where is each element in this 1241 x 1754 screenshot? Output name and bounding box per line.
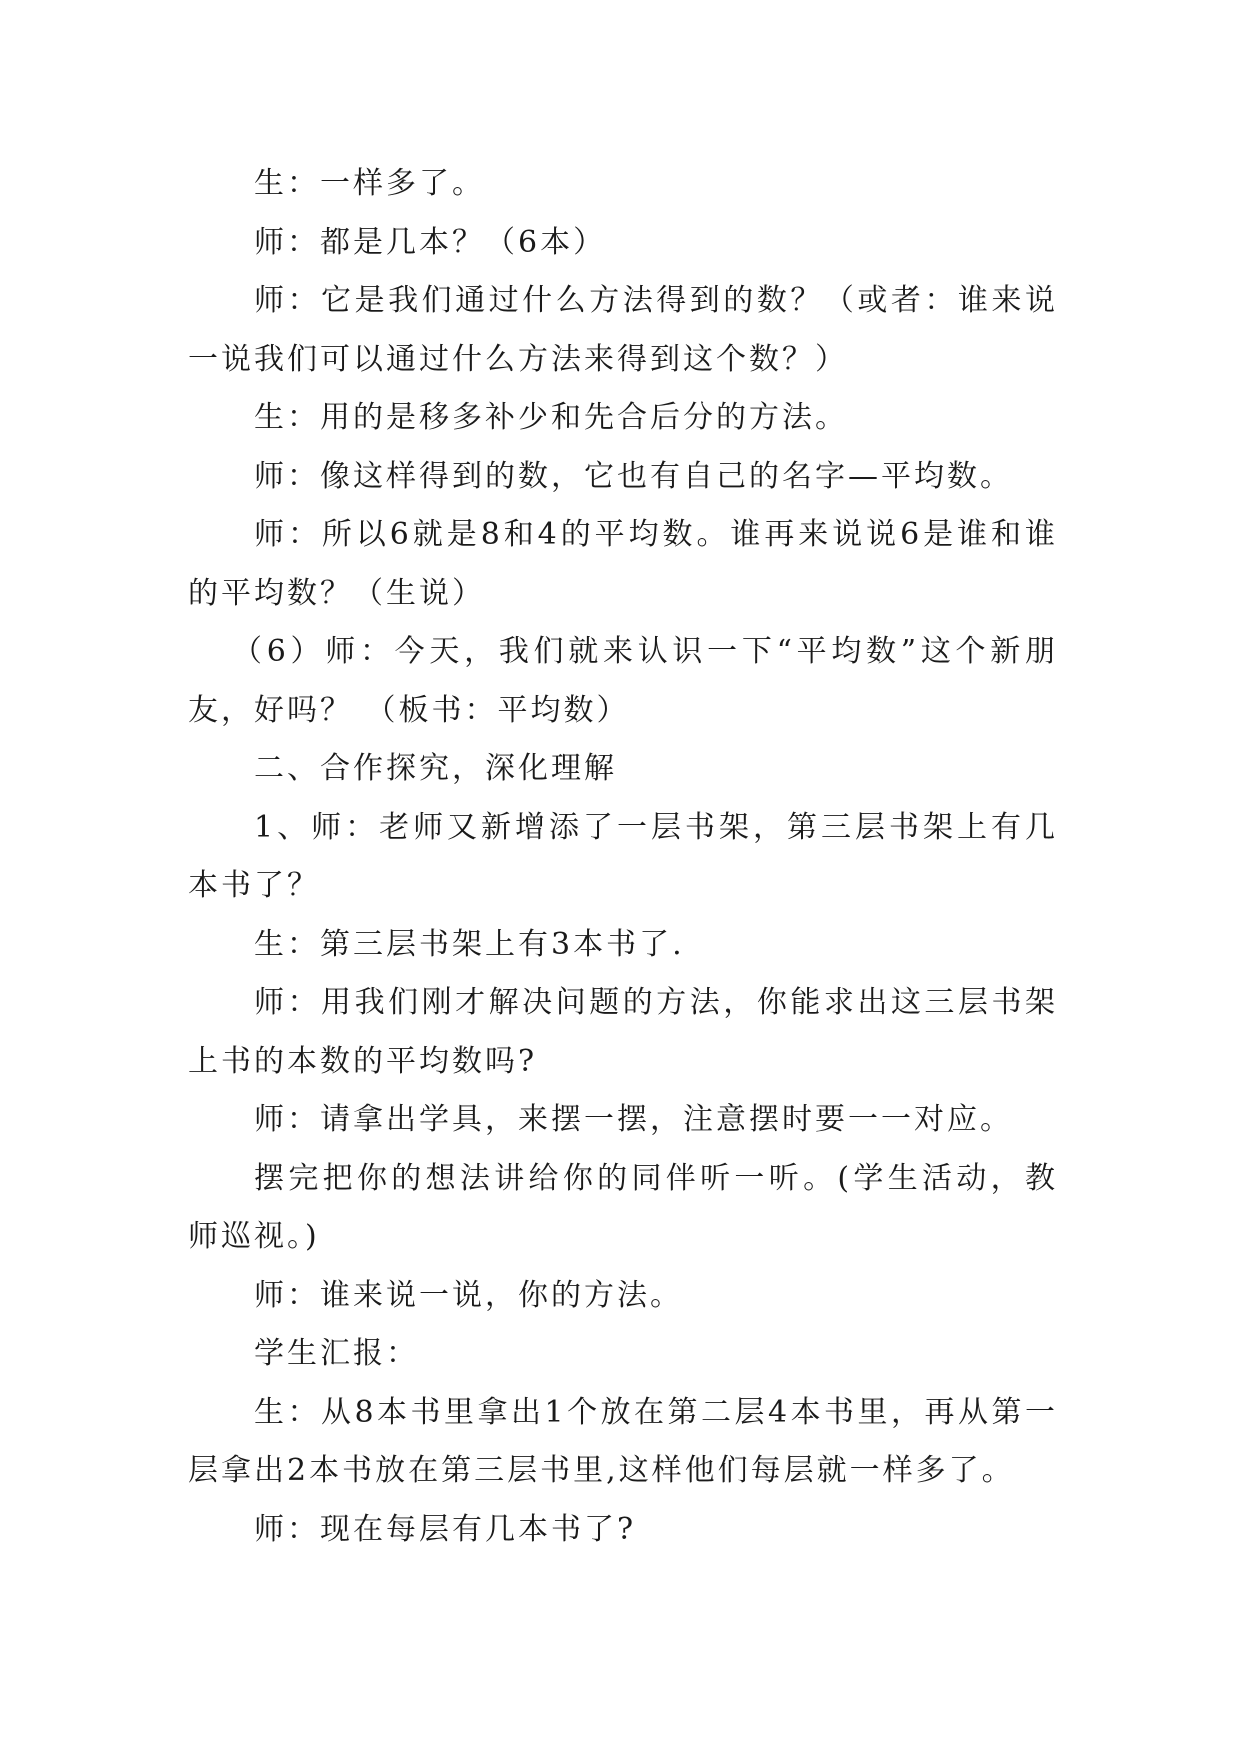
paragraph-5: 师：像这样得到的数，它也有自己的名字—平均数。 — [254, 458, 1013, 494]
paragraph-6: 师：所以6就是8和4的平均数。谁再来说说6是谁和谁的平均数？（生说） — [188, 517, 1058, 611]
paragraph-10: 生：第三层书架上有3本书了. — [254, 926, 685, 962]
paragraph-11: 师：用我们刚才解决问题的方法，你能求出这三层书架上书的本数的平均数吗? — [188, 985, 1058, 1079]
section-heading: 二、合作探究，深化理解 — [254, 751, 617, 786]
document-page — [188, 155, 1058, 1559]
paragraph-3: 师：它是我们通过什么方法得到的数？（或者：谁来说一说我们可以通过什么方法来得到这个数？） — [188, 283, 1058, 377]
paragraph-9: 1、师：老师又新增添了一层书架，第三层书架上有几本书了？ — [188, 809, 1058, 903]
paragraph-15: 学生汇报： — [254, 1336, 419, 1371]
paragraph-12: 师：请拿出学具，来摆一摆，注意摆时要一一对应。 — [254, 1102, 1013, 1137]
paragraph-14: 师：谁来说一说，你的方法。 — [254, 1277, 683, 1313]
paragraph-4: 生：用的是移多补少和先合后分的方法。 — [254, 400, 848, 435]
paragraph-7: （6）师：今天，我们就来认识一下“平均数”这个新朋友，好吗？ （板书：平均数） — [188, 634, 1058, 728]
paragraph-17: 师：现在每层有几本书了? — [254, 1511, 637, 1547]
paragraph-2: 师：都是几本？（6本） — [254, 224, 607, 260]
paragraph-16: 生：从8本书里拿出1个放在第二层4本书里，再从第一层拿出2本书放在第三层书里,这样他们每层就一样多了。 — [188, 1394, 1058, 1488]
paragraph-13: 摆完把你的想法讲给你的同伴听一听。(学生活动，教师巡视。) — [188, 1160, 1058, 1254]
paragraph-1: 生：一样多了。 — [254, 166, 485, 201]
